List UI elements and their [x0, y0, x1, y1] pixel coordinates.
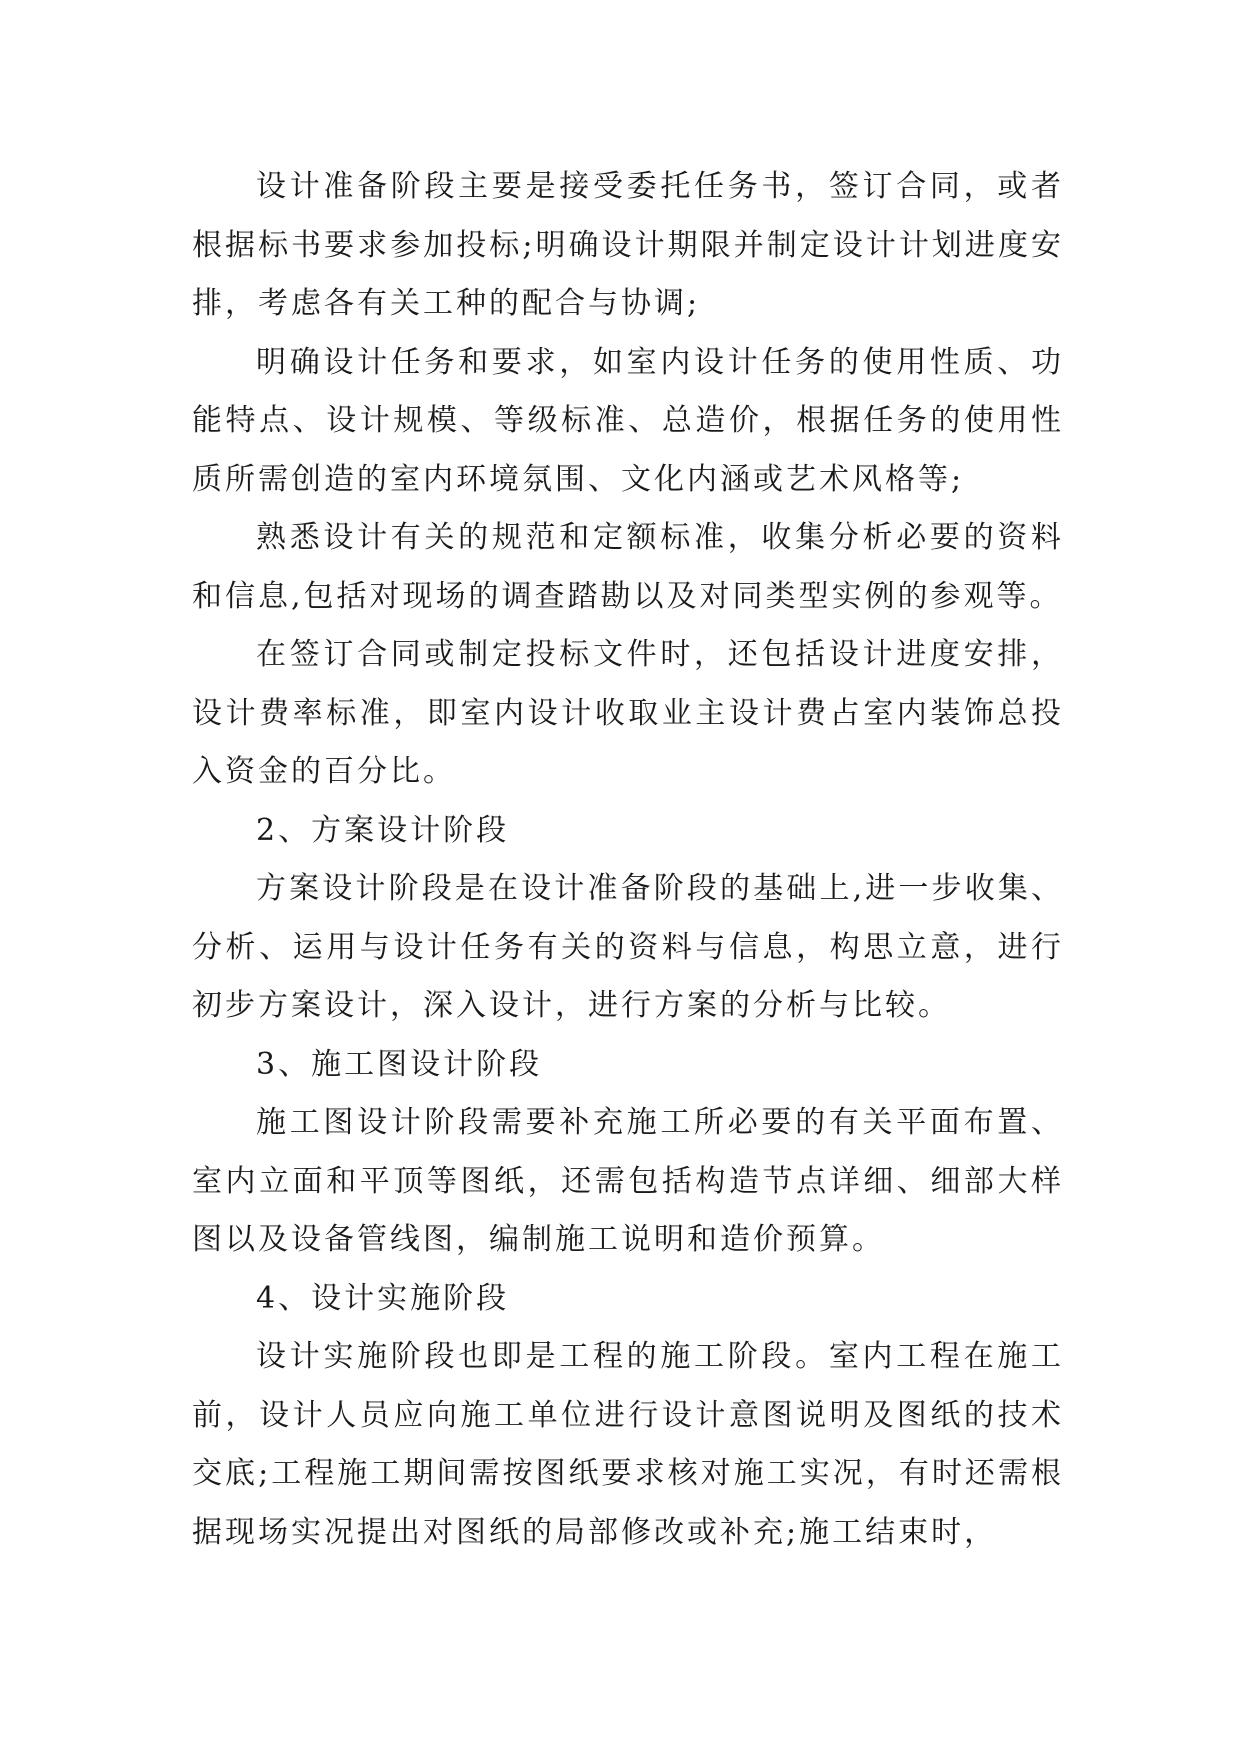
paragraph-design-tasks: 明确设计任务和要求，如室内设计任务的使用性质、功能特点、设计规模、等级标准、总造价，根据任务的使用性质所需创造的室内环境氛围、文化内涵或艺术风格等; [192, 344, 1064, 497]
paragraph-contract-fees: 在签订合同或制定投标文件时，还包括设计进度安排，设计费率标准，即室内设计收取业主设计费占室内装饰总投入资金的百分比。 [192, 637, 1064, 789]
paragraph-scheme-design: 方案设计阶段是在设计准备阶段的基础上,进一步收集、分析、运用与设计任务有关的资料与信息，构思立意，进行初步方案设计，深入设计，进行方案的分析与比较。 [192, 871, 1064, 1023]
section-heading-implementation: 4、设计实施阶段 [256, 1280, 510, 1316]
section-heading-scheme-design: 2、方案设计阶段 [256, 812, 510, 848]
paragraph-implementation: 设计实施阶段也即是工程的施工阶段。室内工程在施工前，设计人员应向施工单位进行设计意图说明及图纸的技术交底;工程施工期间需按图纸要求核对施工实况，有时还需根据现场实况提出对图纸的局部修改或补充;施工结束时， [192, 1339, 1064, 1550]
document-body [192, 158, 1064, 1562]
paragraph-design-preparation: 设计准备阶段主要是接受委托任务书，签订合同，或者根据标书要求参加投标;明确设计期限并制定设计计划进度安排，考虑各有关工种的配合与协调; [192, 169, 1064, 321]
paragraph-construction-drawings: 施工图设计阶段需要补充施工所必要的有关平面布置、室内立面和平顶等图纸，还需包括构造节点详细、细部大样图以及设备管线图，编制施工说明和造价预算。 [192, 1105, 1064, 1257]
paragraph-standards-research: 熟悉设计有关的规范和定额标准，收集分析必要的资料和信息,包括对现场的调查踏勘以及对同类型实例的参观等。 [192, 520, 1064, 614]
section-heading-construction-drawings: 3、施工图设计阶段 [256, 1046, 543, 1082]
